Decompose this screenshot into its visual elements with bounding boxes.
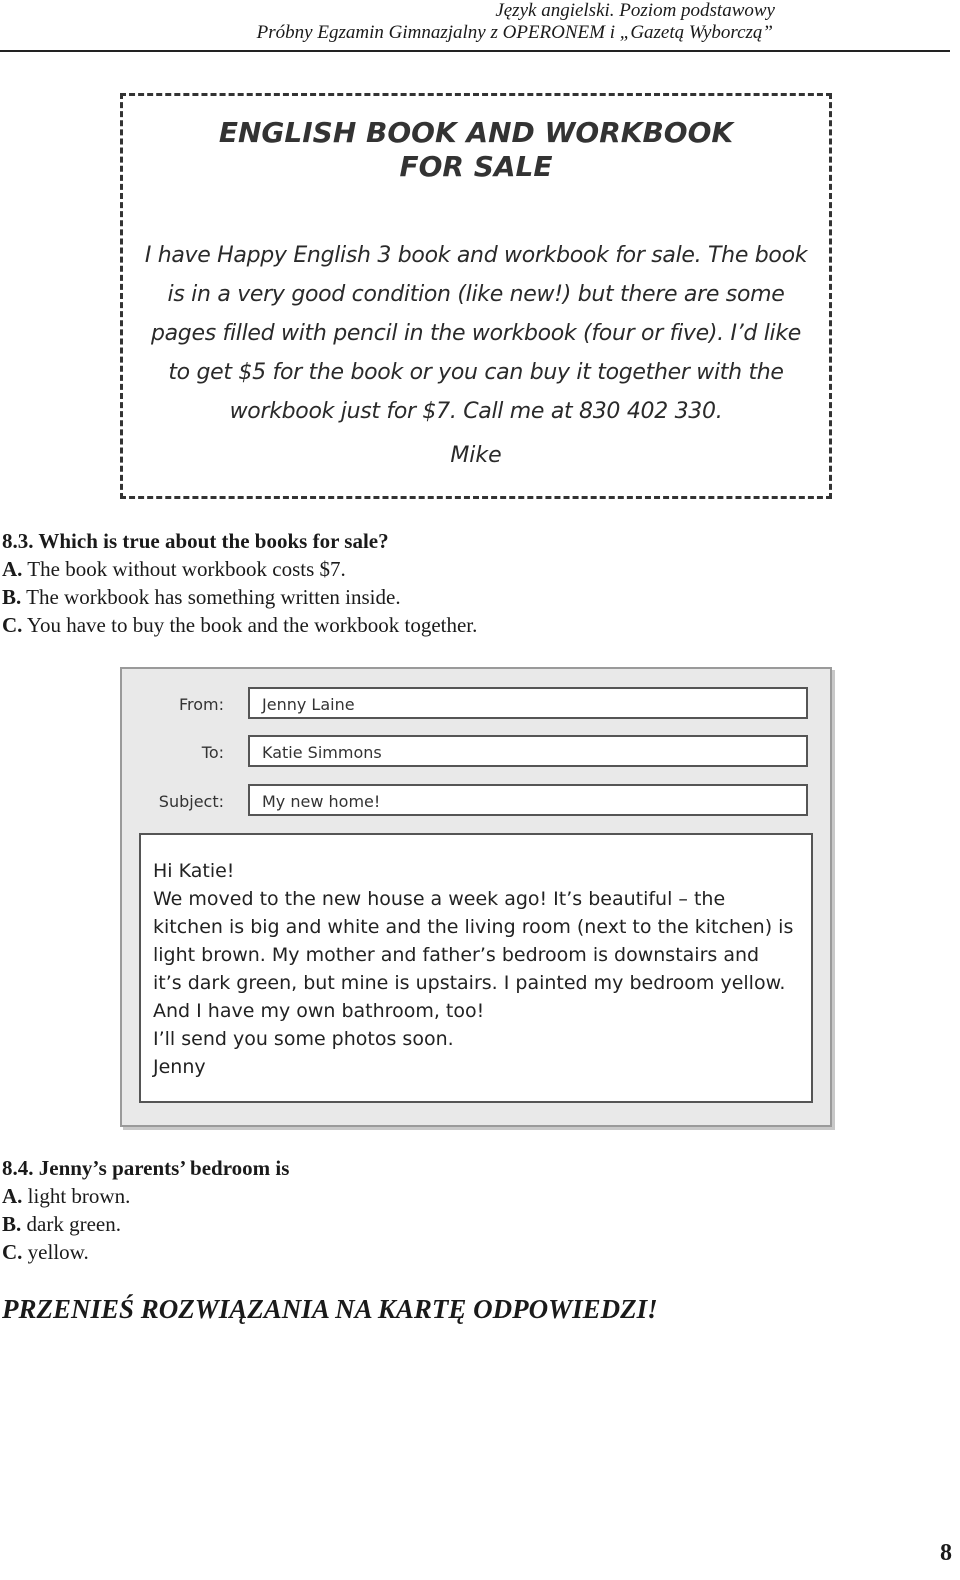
advert-title: ENGLISH BOOK AND WORKBOOK FOR SALE — [218, 116, 734, 183]
advert-line: workbook just for $7. Call me at 830 402 330. — [229, 399, 723, 424]
advert-line: I have Happy English 3 book and workbook for sale. The book — [144, 243, 808, 268]
header-exam-name: Próbny Egzamin Gimnazjalny z OPERONEM i „Gazetą Wyborczą” — [256, 22, 773, 43]
from-field: Jenny Laine — [248, 687, 808, 719]
option-b: B. dark green. — [2, 1212, 121, 1236]
option-a: A. light brown. — [2, 1184, 131, 1208]
question-stem: 8.3. Which is true about the books for sale? — [2, 529, 389, 553]
subject-field: My new home! — [248, 784, 808, 816]
question-8-3 — [2, 527, 477, 639]
email-line: kitchen is big and white and the living room (next to the kitchen) is — [153, 916, 794, 938]
advert-line: pages filled with pencil in the workbook (four or five). I’d like — [150, 321, 802, 346]
subject-label: Subject: — [158, 792, 224, 811]
header-rule — [0, 50, 950, 52]
page-header — [0, 0, 945, 44]
email-body — [139, 833, 813, 1103]
email-from-row — [122, 687, 830, 723]
email-to-row — [122, 735, 830, 771]
transfer-answers-note: PRZENIEŚ ROZWIĄZANIA NA KARTĘ ODPOWIEDZI! — [2, 1294, 658, 1324]
email-subject-row — [122, 784, 830, 820]
email-window — [120, 667, 832, 1127]
advert-line: is in a very good condition (like new!) but there are some — [167, 282, 785, 307]
email-line: We moved to the new house a week ago! It’s beautiful – the — [153, 888, 726, 910]
to-label: To: — [201, 743, 224, 762]
email-line: I’ll send you some photos soon. — [153, 1028, 454, 1050]
sale-advert — [120, 93, 832, 499]
email-line: light brown. My mother and father’s bedroom is downstairs and — [153, 944, 760, 966]
to-field: Katie Simmons — [248, 735, 808, 767]
email-line: it’s dark green, but mine is upstairs. I painted my bedroom yellow. — [153, 972, 786, 994]
question-8-4 — [2, 1154, 289, 1266]
email-line: And I have my own bathroom, too! — [153, 1000, 485, 1022]
question-stem: 8.4. Jenny’s parents’ bedroom is — [2, 1156, 290, 1180]
advert-body — [136, 236, 816, 431]
email-line: Hi Katie! — [153, 860, 235, 882]
option-c: C. yellow. — [2, 1240, 89, 1264]
option-b: B. The workbook has something written inside. — [2, 585, 401, 609]
advert-line: to get $5 for the book or you can buy it together with the — [168, 360, 784, 385]
option-a: A. The book without workbook costs $7. — [2, 557, 346, 581]
advert-signature: Mike — [450, 443, 502, 468]
email-line: Jenny — [153, 1056, 206, 1078]
page-number: 8 — [940, 1540, 952, 1566]
from-label: From: — [178, 695, 224, 714]
option-c: C. You have to buy the book and the workbook together. — [2, 613, 478, 637]
header-subject: Język angielski. Poziom podstawowy — [495, 0, 775, 21]
